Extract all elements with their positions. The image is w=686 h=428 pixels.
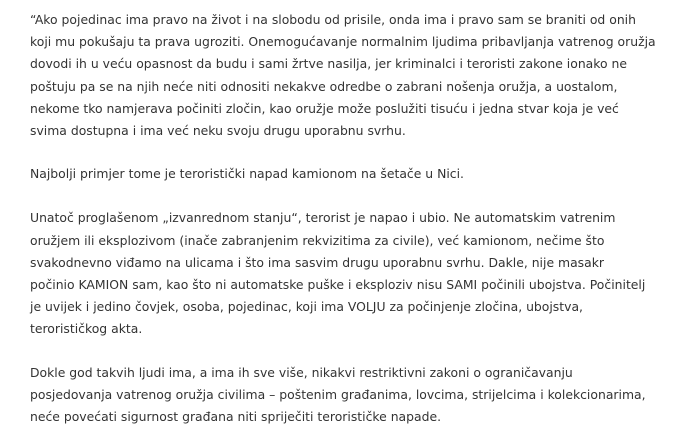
article-paragraph-3: Unatoč proglašenom „izvanrednom stanju“, terorist je napao i ubio. Ne automatskim vatrenim oružjem ili eksplozivom (inače zabranjenim rekvizitima za civile), već kamionom, nečime što svakodnevno viđamo na ulicama i što ima sasvim drugu uporabnu svrhu. Dakle, nije masakr počinio KAMION sam, kao što ni automatske puške i eksploziv nisu SAMI počinili ubojstva. Počinitelj je uvijek i jedino čovjek, osoba, pojedinac, koji ima VOLJU za počinjenje zločina, ubojstva, terorističkog akta. [30,210,646,337]
article-body [30,9,680,428]
article-paragraph-1: “Ako pojedinac ima pravo na život i na slobodu od prisile, onda ima i pravo sam se braniti od onih koji mu pokušaju ta prava ugroziti. Onemogućavanje normalnim ljudima pribavljanja vatrenog oružja dovodi ih u veću opasnost da budu i sami žrtve nasilja, jer kriminalci i teroristi zakone ionako ne poštuju pa se na njih neće niti odnositi nekakve odredbe o zabrani nošenja oružja, a uostalom, nekome tko namjerava počiniti zločin, kao oružje može poslužiti tisuću i jedna stvar koja je već svima dostupna i ima već neku svoju drugu uporabnu svrhu. [30,12,656,139]
article-paragraph-2: Najbolji primjer tome je teroristički napad kamionom na šetače u Nici. [30,166,464,182]
article-paragraph-4: Dokle god takvih ljudi ima, a ima ih sve više, nikakvi restriktivni zakoni o ograničavanju posjedovanja vatrenog oružja civilima – poštenim građanima, lovcima, strijelcima i kolekcionarima, neće povećati sigurnost građana niti spriječiti terorističke napade. [30,364,646,425]
